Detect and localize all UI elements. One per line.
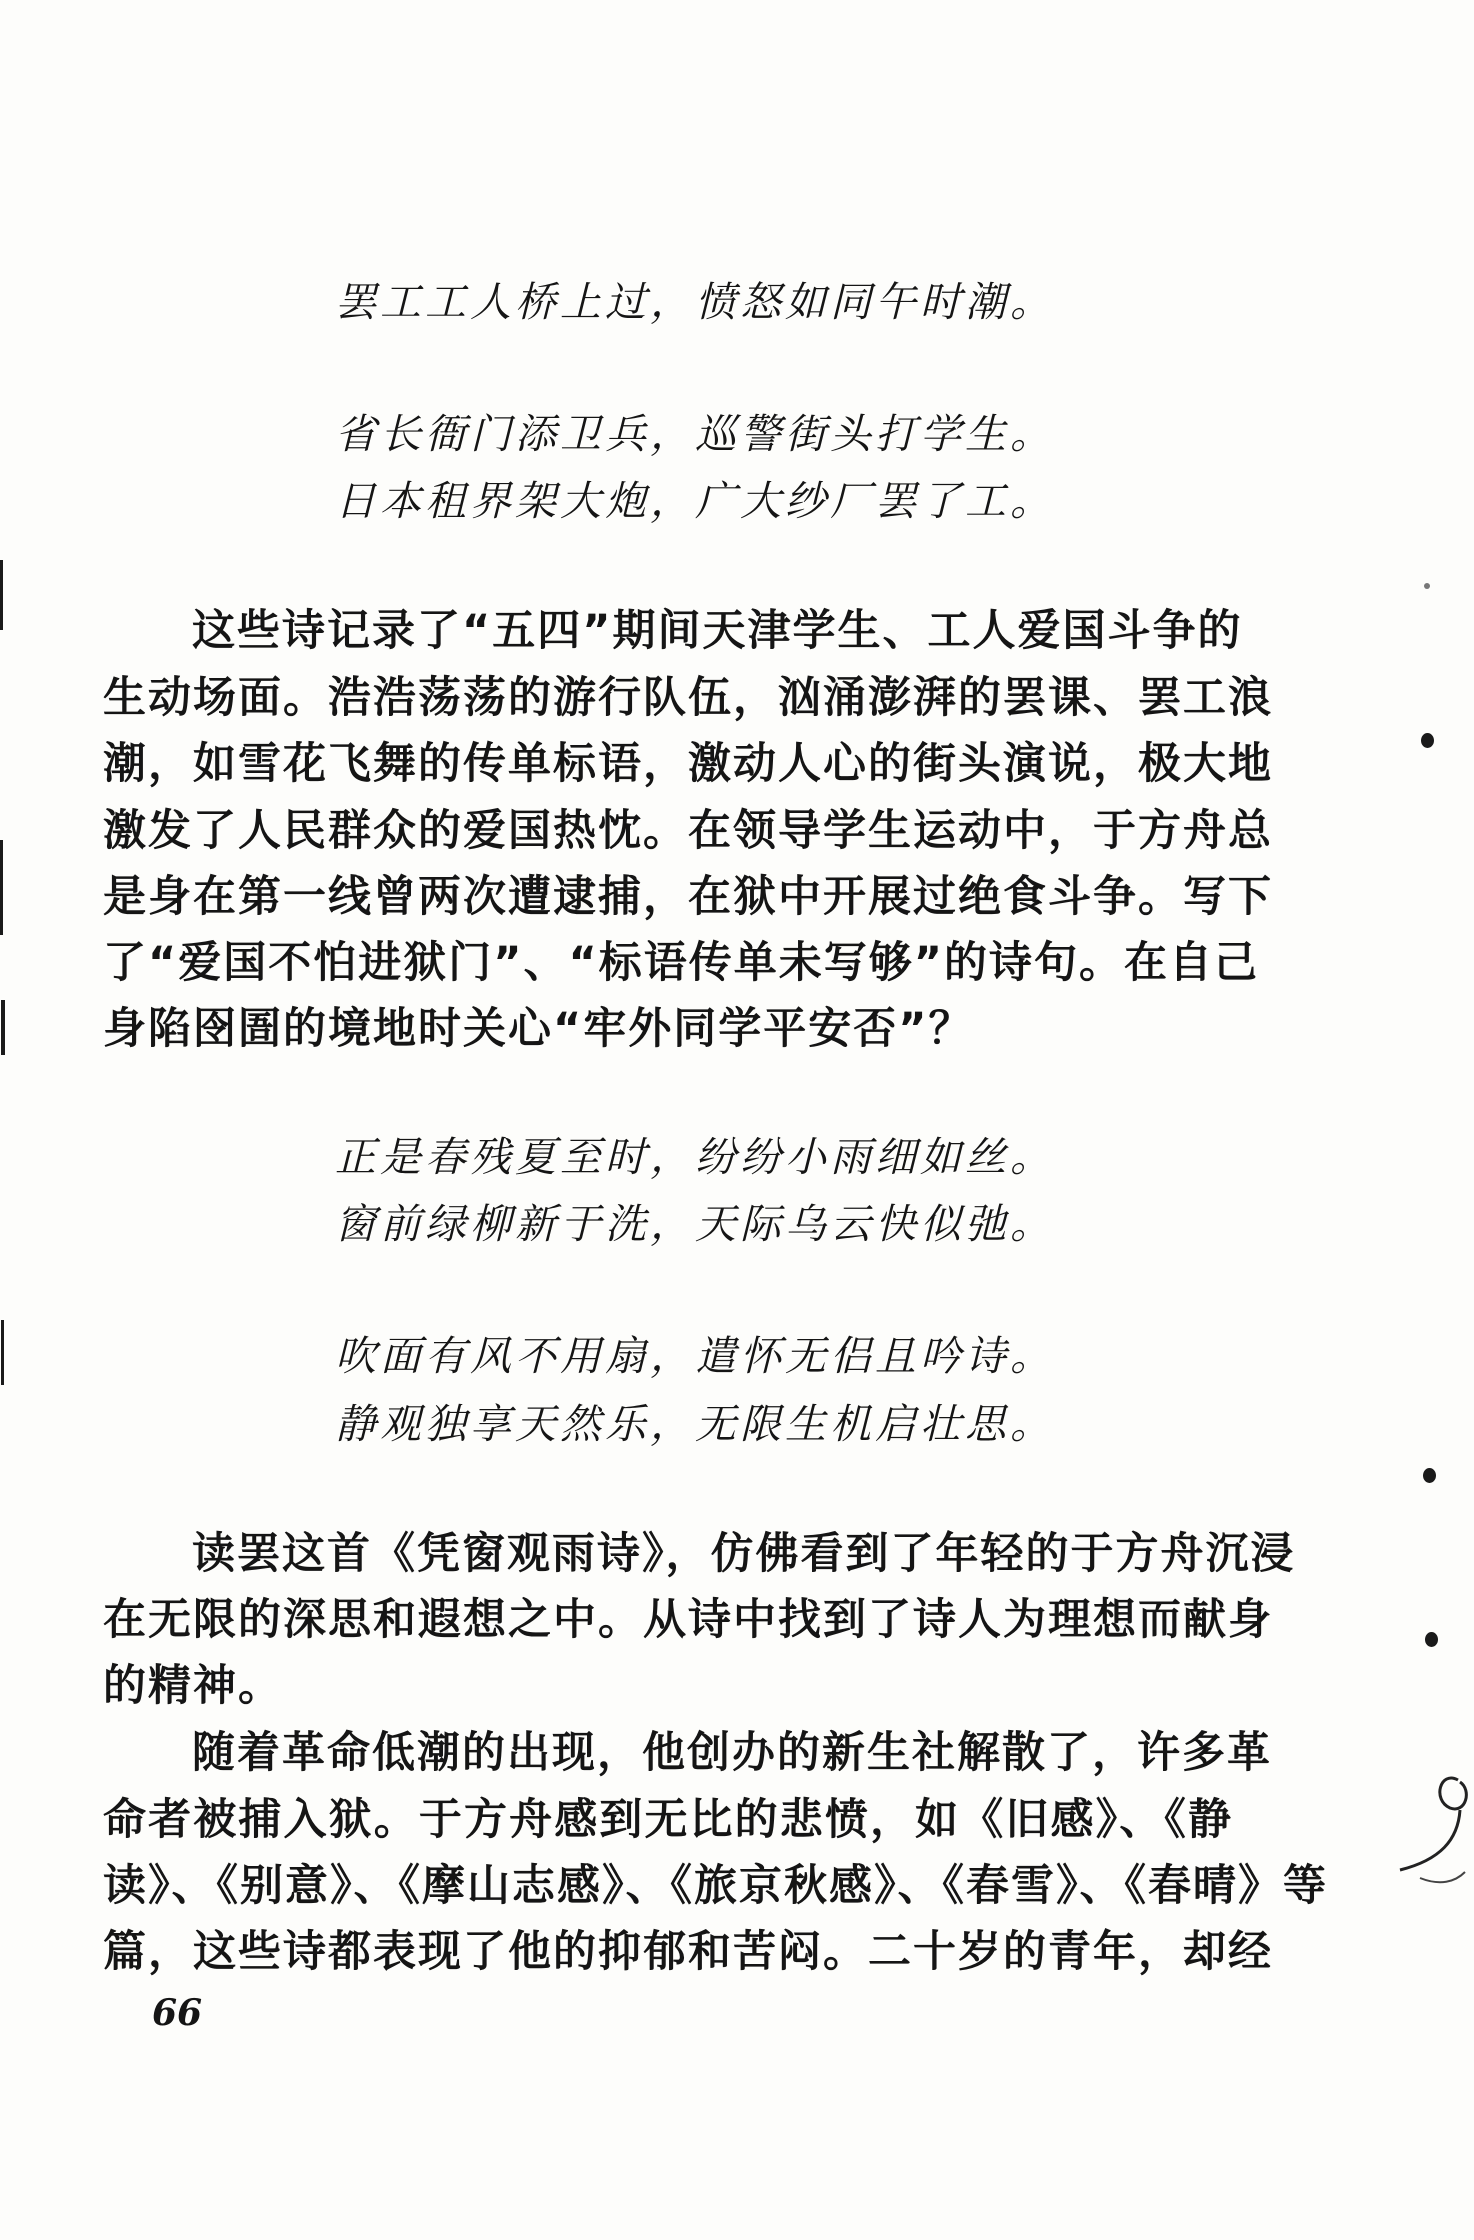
page-number: 66 [152, 1992, 203, 2034]
paragraph-line: 的精神。 [103, 1661, 283, 1711]
paragraph-line: 身陷囹圄的境地时关心“牢外同学平安否”？ [103, 1004, 974, 1054]
poem-line: 罢工工人桥上过，愤怒如同午时潮。 [335, 278, 1055, 326]
paragraph-line: 了“爱国不怕进狱门”、“标语传单未写够”的诗句。在自己 [103, 938, 1260, 988]
poem-line: 窗前绿柳新于洗，天际乌云快似弛。 [335, 1200, 1055, 1248]
paragraph-line: 读》、《别意》、《摩山志感》、《旅京秋感》、《春雪》、《春晴》等 [103, 1861, 1328, 1911]
poem-line: 静观独享天然乐，无限生机启壮思。 [335, 1400, 1055, 1448]
poem-line: 省长衙门添卫兵，巡警街头打学生。 [335, 410, 1055, 458]
paragraph-line: 潮，如雪花飞舞的传单标语，激动人心的街头演说，极大地 [103, 739, 1273, 789]
paragraph-line: 随着革命低潮的出现，他创办的新生社解散了，许多革 [192, 1728, 1272, 1778]
scan-dot [1425, 1632, 1438, 1647]
paragraph-line: 命者被捕入狱。于方舟感到无比的悲愤，如《旧感》、《静 [103, 1795, 1233, 1845]
poem-line: 日本租界架大炮，广大纱厂罢了工。 [335, 477, 1055, 525]
scan-dot [1421, 733, 1434, 748]
paragraph-line: 在无限的深思和遐想之中。从诗中找到了诗人为理想而献身 [103, 1595, 1273, 1645]
scan-mark [1, 1320, 4, 1385]
scan-dot [1424, 583, 1430, 589]
poem-line: 吹面有风不用扇，遣怀无侣且吟诗。 [335, 1332, 1055, 1380]
paragraph-line: 是身在第一线曾两次遭逮捕，在狱中开展过绝食斗争。写下 [103, 872, 1273, 922]
paragraph-line: 生动场面。浩浩荡荡的游行队伍，汹涌澎湃的罢课、罢工浪 [103, 673, 1273, 723]
paragraph-line: 激发了人民群众的爱国热忱。在领导学生运动中，于方舟总 [103, 806, 1273, 856]
scan-mark [0, 840, 3, 935]
poem-line: 正是春残夏至时，纷纷小雨细如丝。 [335, 1133, 1055, 1181]
scan-dot [1423, 1468, 1436, 1483]
paragraph-line: 读罢这首《凭窗观雨诗》，仿佛看到了年轻的于方舟沉浸 [192, 1529, 1296, 1579]
handwritten-mark [1380, 1760, 1474, 1920]
scan-mark [1, 1000, 5, 1055]
scan-mark [0, 560, 3, 630]
paragraph-line: 篇，这些诗都表现了他的抑郁和苦闷。二十岁的青年，却经 [103, 1927, 1273, 1977]
paragraph-line: 这些诗记录了“五四”期间天津学生、工人爱国斗争的 [192, 606, 1243, 656]
